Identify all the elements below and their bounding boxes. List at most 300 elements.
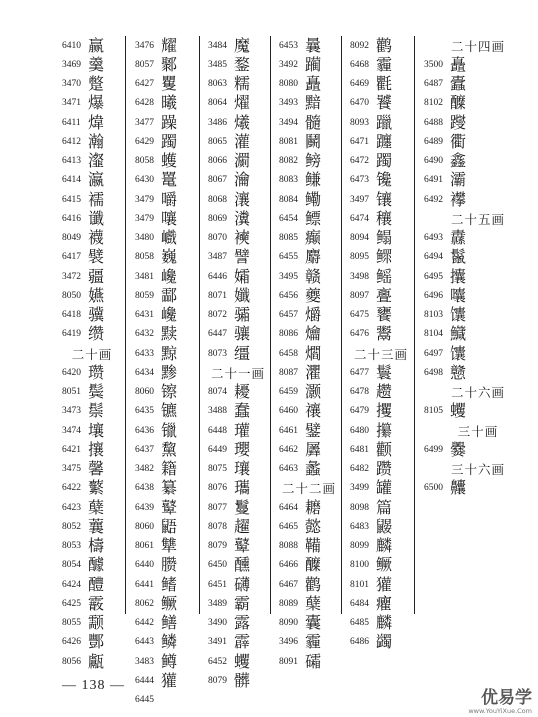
character: 襻 (450, 189, 467, 209)
table-row (350, 267, 412, 286)
table-row (62, 229, 122, 248)
character: 鬟 (376, 362, 393, 382)
character: 攥 (376, 420, 393, 440)
character-code: 6447 (208, 329, 227, 340)
table-row (350, 614, 412, 633)
character-code: 8056 (62, 656, 81, 667)
table-row (424, 248, 532, 267)
character: 蘘 (88, 516, 105, 536)
character: 鼙 (234, 536, 251, 556)
character-code: 3487 (208, 252, 227, 263)
character: 趯 (234, 516, 251, 536)
table-row (62, 325, 122, 344)
character-code: 6440 (135, 560, 154, 571)
character-code: 6472 (350, 156, 369, 167)
character-code: 6466 (279, 560, 298, 571)
character-code: 6417 (62, 252, 81, 263)
table-row (279, 306, 339, 325)
character: 禳 (305, 401, 322, 421)
character-code: 3496 (279, 637, 298, 648)
character-code: 6433 (135, 348, 154, 359)
stroke-count-heading: 三十画 (457, 423, 499, 439)
table-row (279, 460, 339, 479)
character-code: 8085 (279, 233, 298, 244)
character: 羼 (305, 439, 322, 459)
table-row (62, 421, 122, 440)
table-row (62, 479, 122, 498)
table-row (208, 229, 268, 248)
table-row (135, 132, 197, 151)
character-code: 8095 (350, 252, 369, 263)
character-code: 3491 (208, 637, 227, 648)
table-row (208, 594, 268, 613)
table-row (424, 363, 532, 382)
character: 谶 (88, 208, 105, 228)
character: 醵 (88, 555, 105, 575)
character-code: 8061 (135, 541, 154, 552)
table-row (62, 594, 122, 613)
character: 饕 (376, 93, 393, 113)
table-row (424, 55, 532, 74)
character-code: 6435 (135, 406, 154, 417)
table-row (279, 94, 339, 113)
character: 籍 (161, 459, 178, 479)
character-code: 8054 (62, 560, 81, 571)
character-code: 8072 (208, 310, 227, 321)
table-row (135, 575, 197, 594)
table-row (350, 55, 412, 74)
character-code: 8092 (350, 40, 369, 51)
character: 纛 (450, 228, 467, 248)
character: 黪 (161, 362, 178, 382)
table-row (62, 209, 122, 228)
character-code: 6488 (424, 117, 443, 128)
character-code: 6429 (135, 136, 154, 147)
character-code: 6439 (135, 502, 154, 513)
character: 鳞 (161, 632, 178, 652)
character: 癫 (305, 228, 322, 248)
table-row (208, 652, 268, 671)
character: 孅 (234, 285, 251, 305)
character: 檮 (88, 536, 105, 556)
character-code: 3476 (135, 40, 154, 51)
character: 巉 (161, 266, 178, 286)
table-row (62, 190, 122, 209)
character-code: 3500 (424, 59, 443, 70)
index-column (350, 36, 412, 652)
character-code: 6450 (208, 560, 227, 571)
character: 鬃 (88, 401, 105, 421)
character-code: 3494 (279, 117, 298, 128)
character: 礴 (234, 574, 251, 594)
table-row (350, 594, 412, 613)
character-code: 6494 (424, 252, 443, 263)
character-code: 6442 (135, 618, 154, 629)
character: 趱 (376, 382, 393, 402)
character: 攮 (450, 266, 467, 286)
character: 霾 (305, 632, 322, 652)
stroke-count-heading: 二十六画 (450, 385, 505, 401)
table-row (350, 479, 412, 498)
character: 蘩 (88, 478, 105, 498)
character-code: 3488 (208, 406, 227, 417)
table-row (279, 633, 339, 652)
watermark-url: www.YouYiXue.Com (468, 707, 532, 715)
table-row (279, 594, 339, 613)
character-code: 6448 (208, 425, 227, 436)
character: 蹩 (88, 74, 105, 94)
table-row (279, 325, 339, 344)
table-row (279, 152, 339, 171)
table-row (62, 575, 122, 594)
character-code: 6449 (208, 444, 227, 455)
character-code: 6465 (279, 521, 298, 532)
table-row (62, 55, 122, 74)
character-code: 6486 (350, 637, 369, 648)
character-code: 8099 (350, 541, 369, 552)
table-row (208, 671, 268, 690)
character: 攘 (88, 439, 105, 459)
character-code: 6497 (424, 348, 443, 359)
stroke-count-heading: 二十四画 (450, 38, 505, 54)
table-row (279, 55, 339, 74)
character-code: 8086 (279, 329, 298, 340)
table-row (350, 363, 412, 382)
character: 蠡 (305, 459, 322, 479)
character: 嚷 (161, 208, 178, 228)
character-code: 8076 (208, 483, 227, 494)
character: 戆 (450, 362, 467, 382)
table-row (350, 537, 412, 556)
character: 缵 (88, 324, 105, 344)
character: 爔 (234, 112, 251, 132)
character: 襞 (88, 247, 105, 267)
character: 篇 (376, 497, 393, 517)
character: 瓖 (234, 459, 251, 479)
table-row (424, 325, 532, 344)
table-row (208, 344, 268, 363)
table-row (135, 94, 197, 113)
character-code: 6480 (350, 425, 369, 436)
table-row (350, 575, 412, 594)
character: 灏 (305, 382, 322, 402)
character-code: 3499 (350, 483, 369, 494)
character-code: 8078 (208, 521, 227, 532)
character: 馕 (450, 343, 467, 363)
character: 壤 (88, 420, 105, 440)
table-row (208, 537, 268, 556)
table-row (279, 132, 339, 151)
character-code: 8058 (135, 252, 154, 263)
table-row (350, 633, 412, 652)
character-code: 6495 (424, 271, 443, 282)
character: 曦 (161, 93, 178, 113)
character: 攫 (376, 401, 393, 421)
character-code: 3489 (208, 598, 227, 609)
table-row (279, 498, 339, 517)
stroke-count-heading: 二十二画 (281, 481, 336, 497)
character: 嬿 (88, 285, 105, 305)
table-row (135, 383, 197, 402)
character-code: 6424 (62, 579, 81, 590)
character: 瀹 (234, 170, 251, 190)
table-row (279, 248, 339, 267)
character: 譬 (234, 247, 251, 267)
character-code: 6461 (279, 425, 298, 436)
table-row (135, 75, 197, 94)
character-code: 6473 (350, 175, 369, 186)
character: 蠖 (161, 151, 178, 171)
table-row (135, 402, 197, 421)
character-code: 6455 (279, 252, 298, 263)
character-code: 8067 (208, 175, 227, 186)
table-row (208, 421, 268, 440)
character-code: 3484 (208, 40, 227, 51)
index-column (279, 36, 339, 671)
index-column (208, 36, 268, 691)
character: 爝 (305, 305, 322, 325)
character-code: 6474 (350, 213, 369, 224)
character-code: 8094 (350, 233, 369, 244)
character-code: 6431 (135, 310, 154, 321)
character: 鬻 (376, 324, 393, 344)
table-row (135, 594, 197, 613)
character-code: 6476 (350, 329, 369, 340)
table-row (424, 286, 532, 305)
character: 鳑 (305, 151, 322, 171)
table-row (135, 633, 197, 652)
table-row (62, 267, 122, 286)
table-row (62, 517, 122, 536)
table-row (208, 575, 268, 594)
character-code: 8070 (208, 233, 227, 244)
character-code: 8098 (350, 502, 369, 513)
character-code: 3492 (279, 59, 298, 70)
character-code: 6418 (62, 310, 81, 321)
character-code: 6493 (424, 233, 443, 244)
character-code: 8082 (279, 156, 298, 167)
character: 躅 (161, 131, 178, 151)
character: 镳 (161, 401, 178, 421)
character-code: 6483 (350, 521, 369, 532)
table-row (135, 479, 197, 498)
character: 鳓 (305, 189, 322, 209)
table-row (424, 229, 532, 248)
table-row (350, 36, 412, 55)
character: 耰 (234, 382, 251, 402)
table-row (279, 36, 339, 55)
table-row (424, 113, 532, 132)
character-code: 8079 (208, 541, 227, 552)
character: 鬣 (450, 247, 467, 267)
table-row (62, 113, 122, 132)
character: 瀛 (88, 170, 105, 190)
character-code: 8080 (279, 79, 298, 90)
character-code: 3490 (208, 618, 227, 629)
character-code: 3482 (135, 464, 154, 475)
character-code: 6420 (62, 367, 81, 378)
character-code: 8090 (279, 618, 298, 629)
table-row (279, 517, 339, 536)
character-code: 8097 (350, 290, 369, 301)
table-row (279, 614, 339, 633)
character: 躜 (376, 459, 393, 479)
character-code: 6432 (135, 329, 154, 340)
character: 蠼 (450, 401, 467, 421)
character-code: 8057 (135, 59, 154, 70)
character: 燿 (234, 93, 251, 113)
table-row (62, 498, 122, 517)
character: 镶 (376, 189, 393, 209)
character: 霸 (234, 593, 251, 613)
character: 躁 (161, 112, 178, 132)
character: 鹳 (305, 574, 322, 594)
table-row (279, 383, 339, 402)
table-row (62, 94, 122, 113)
table-row (208, 36, 268, 55)
character-code: 8065 (208, 136, 227, 147)
character-code: 8103 (424, 310, 443, 321)
table-row (279, 421, 339, 440)
character-code: 6498 (424, 367, 443, 378)
character-code: 8083 (279, 175, 298, 186)
character: 巍 (161, 247, 178, 267)
character: 骥 (88, 305, 105, 325)
stroke-count-heading: 二十一画 (210, 365, 265, 381)
character: 瀵 (234, 208, 251, 228)
table-row (350, 75, 412, 94)
character-code: 8087 (279, 367, 298, 378)
table-row (62, 460, 122, 479)
table-row (424, 171, 532, 190)
character: 躏 (305, 54, 322, 74)
table-row (350, 402, 412, 421)
table-row (208, 460, 268, 479)
table-row (135, 614, 197, 633)
character-code: 8052 (62, 521, 81, 532)
character-code: 6413 (62, 156, 81, 167)
table-row (135, 171, 197, 190)
watermark-brand: 优易学 (481, 688, 532, 708)
character: 麝 (305, 247, 322, 267)
character-code: 6469 (350, 79, 369, 90)
character: 鬓 (88, 382, 105, 402)
character: 馕 (450, 305, 467, 325)
character-code: 8059 (135, 290, 154, 301)
character-code: 6444 (135, 675, 154, 686)
character-code: 8104 (424, 329, 443, 340)
character-code: 6468 (350, 59, 369, 70)
character-code: 6491 (424, 175, 443, 186)
table-row (135, 190, 197, 209)
character-code: 6427 (135, 79, 154, 90)
table-row (135, 421, 197, 440)
table-row (208, 479, 268, 498)
table-row (424, 152, 532, 171)
character-code: 6489 (424, 136, 443, 147)
character: 耱 (305, 497, 322, 517)
table-row (135, 460, 197, 479)
character: 骦 (234, 305, 251, 325)
character-code: 8051 (62, 387, 81, 398)
table-row (279, 229, 339, 248)
table-row (424, 306, 532, 325)
character-code: 6415 (62, 194, 81, 205)
character-code: 6459 (279, 387, 298, 398)
table-row (208, 498, 268, 517)
character-code: 6453 (279, 40, 298, 51)
table-row (208, 209, 268, 228)
table-row (279, 190, 339, 209)
table-row (350, 132, 412, 151)
character-code: 8101 (350, 579, 369, 590)
character-code: 8073 (208, 348, 227, 359)
character: 颧 (376, 439, 393, 459)
character-code: 6484 (350, 598, 369, 609)
character: 蠢 (234, 401, 251, 421)
table-row (279, 556, 339, 575)
table-row (208, 171, 268, 190)
character: 鼹 (376, 516, 393, 536)
table-row (135, 209, 197, 228)
table-row (62, 537, 122, 556)
character: 瀱 (234, 151, 251, 171)
index-column (135, 36, 197, 710)
character: 瓔 (234, 439, 251, 459)
table-row (208, 152, 268, 171)
character-code: 6463 (279, 464, 298, 475)
character-code: 6421 (62, 444, 81, 455)
character: 羹 (88, 54, 105, 74)
character: 鳏 (376, 247, 393, 267)
character-code: 8064 (208, 98, 227, 109)
table-row (350, 517, 412, 536)
character: 鬭 (305, 131, 322, 151)
character-code: 8081 (279, 136, 298, 147)
table-row (208, 55, 268, 74)
character: 犨 (161, 536, 178, 556)
table-row (350, 171, 412, 190)
character-code: 6482 (350, 464, 369, 475)
character-code: 3472 (62, 271, 81, 282)
table-row (135, 556, 197, 575)
character: 衢 (450, 131, 467, 151)
table-row (208, 633, 268, 652)
character-code: 3493 (279, 98, 298, 109)
column-divider (270, 36, 271, 614)
character-code: 6416 (62, 213, 81, 224)
table-row (135, 113, 197, 132)
character-code: 6496 (424, 290, 443, 301)
table-row (62, 363, 122, 382)
character-code: 3477 (135, 117, 154, 128)
character: 巉 (161, 305, 178, 325)
character: 魔 (234, 35, 251, 55)
character-code: 8084 (279, 194, 298, 205)
character: 镴 (161, 420, 178, 440)
character: 酆 (88, 632, 105, 652)
character: 镲 (161, 382, 178, 402)
table-row (135, 286, 197, 305)
table-row (62, 152, 122, 171)
table-row (350, 152, 412, 171)
character: 瀼 (234, 189, 251, 209)
table-row (208, 75, 268, 94)
table-row (350, 306, 412, 325)
character: 髓 (305, 112, 322, 132)
character: 纂 (161, 478, 178, 498)
character-code: 8060 (135, 387, 154, 398)
